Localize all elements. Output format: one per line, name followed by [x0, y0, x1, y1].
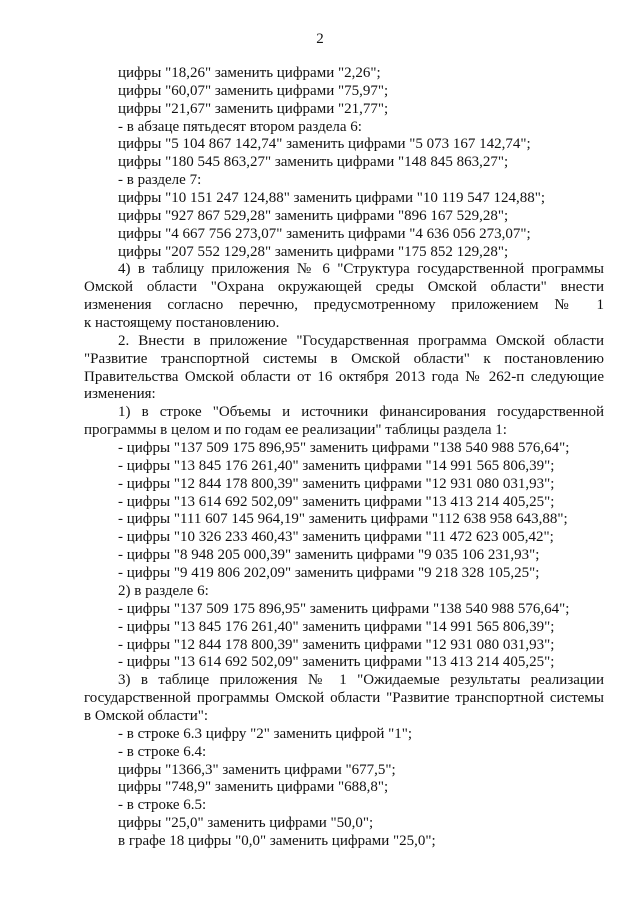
text-line: цифры "10 151 247 124,88" заменить цифрами "10 119 547 124,88"; — [118, 190, 546, 207]
list-item: - цифры "13 845 176 261,40" заменить цифрами "14 991 565 806,39"; — [118, 457, 555, 474]
text-line: цифры "1366,3" заменить цифрами "677,5"; — [118, 761, 396, 778]
text-line: цифры "4 667 756 273,07" заменить цифрами "4 636 056 273,07"; — [118, 225, 531, 242]
text-line: изменения: — [84, 386, 156, 403]
text-line: цифры "18,26" заменить цифрами "2,26"; — [118, 65, 381, 81]
list-item: - цифры "13 845 176 261,40" заменить цифрами "14 991 565 806,39"; — [118, 618, 555, 635]
list-item: - цифры "10 326 233 460,43" заменить цифрами "11 472 623 005,42"; — [118, 529, 554, 546]
text-line: программы в целом и по годам ее реализации" таблицы раздела 1: — [84, 422, 507, 439]
text-line: - в разделе 7: — [118, 172, 202, 189]
text-line: цифры "748,9" заменить цифрами "688,8"; — [118, 779, 389, 796]
paragraph-first-line: 1) в строке "Объемы и источники финансирования государственной — [118, 404, 604, 421]
list-item: - цифры "111 607 145 964,19" заменить цифрами "112 638 958 643,88"; — [118, 511, 568, 528]
paragraph-first-line: 3) в таблице приложения № 1 "Ожидаемые результаты реализации — [118, 672, 604, 689]
text-line: цифры "927 867 529,28" заменить цифрами "896 167 529,28"; — [118, 207, 509, 224]
text-line: - в абзаце пятьдесят втором раздела 6: — [118, 118, 362, 135]
text-line: цифры "25,0" заменить цифрами "50,0"; — [118, 815, 374, 832]
paragraph-first-line: 2. Внести в приложение "Государственная программа Омской области — [118, 332, 604, 349]
list-item: - цифры "12 844 178 800,39" заменить цифрами "12 931 080 031,93"; — [118, 475, 555, 492]
text-line: 2) в разделе 6: — [118, 582, 209, 599]
text-line: изменения согласно перечню, предусмотренному приложением № 1 — [84, 297, 604, 314]
text-line: - в строке 6.3 цифру "2" заменить цифрой "1"; — [118, 725, 413, 742]
text-line: цифры "207 552 129,28" заменить цифрами "175 852 129,28"; — [118, 243, 509, 260]
text-line: Омской области "Охрана окружающей среды Омской области" внести — [84, 279, 604, 296]
page-number: 2 — [316, 31, 324, 47]
document-body — [84, 65, 604, 851]
text-line: цифры "180 545 863,27" заменить цифрами "148 845 863,27"; — [118, 154, 509, 171]
list-item: - цифры "12 844 178 800,39" заменить цифрами "12 931 080 031,93"; — [118, 636, 555, 653]
list-item: - цифры "9 419 806 202,09" заменить цифрами "9 218 328 105,25"; — [118, 565, 540, 582]
text-line: "Развитие транспортной системы в Омской области" к постановлению — [84, 350, 604, 367]
text-line: в Омской области": — [84, 707, 209, 724]
text-line: в графе 18 цифры "0,0" заменить цифрами "25,0"; — [118, 832, 436, 849]
text-line: - в строке 6.5: — [118, 797, 207, 814]
text-line: государственной программы Омской области "Развитие транспортной системы — [84, 690, 604, 707]
text-line: к настоящему постановлению. — [84, 315, 280, 332]
text-line: цифры "5 104 867 142,74" заменить цифрами "5 073 167 142,74"; — [118, 136, 531, 153]
list-item: - цифры "8 948 205 000,39" заменить цифрами "9 035 106 231,93"; — [118, 547, 540, 564]
text-line: - в строке 6.4: — [118, 743, 207, 760]
text-line: цифры "21,67" заменить цифрами "21,77"; — [118, 100, 389, 117]
paragraph-first-line: 4) в таблицу приложения № 6 "Структура государственной программы — [118, 261, 604, 278]
list-item: - цифры "137 509 175 896,95" заменить цифрами "138 540 988 576,64"; — [118, 600, 570, 617]
list-item: - цифры "13 614 692 502,09" заменить цифрами "13 413 214 405,25"; — [118, 654, 555, 671]
list-item: - цифры "13 614 692 502,09" заменить цифрами "13 413 214 405,25"; — [118, 493, 555, 510]
list-item: - цифры "137 509 175 896,95" заменить цифрами "138 540 988 576,64"; — [118, 440, 570, 457]
text-line: цифры "60,07" заменить цифрами "75,97"; — [118, 82, 389, 99]
text-line: Правительства Омской области от 16 октября 2013 года № 262-п следующие — [84, 368, 604, 385]
